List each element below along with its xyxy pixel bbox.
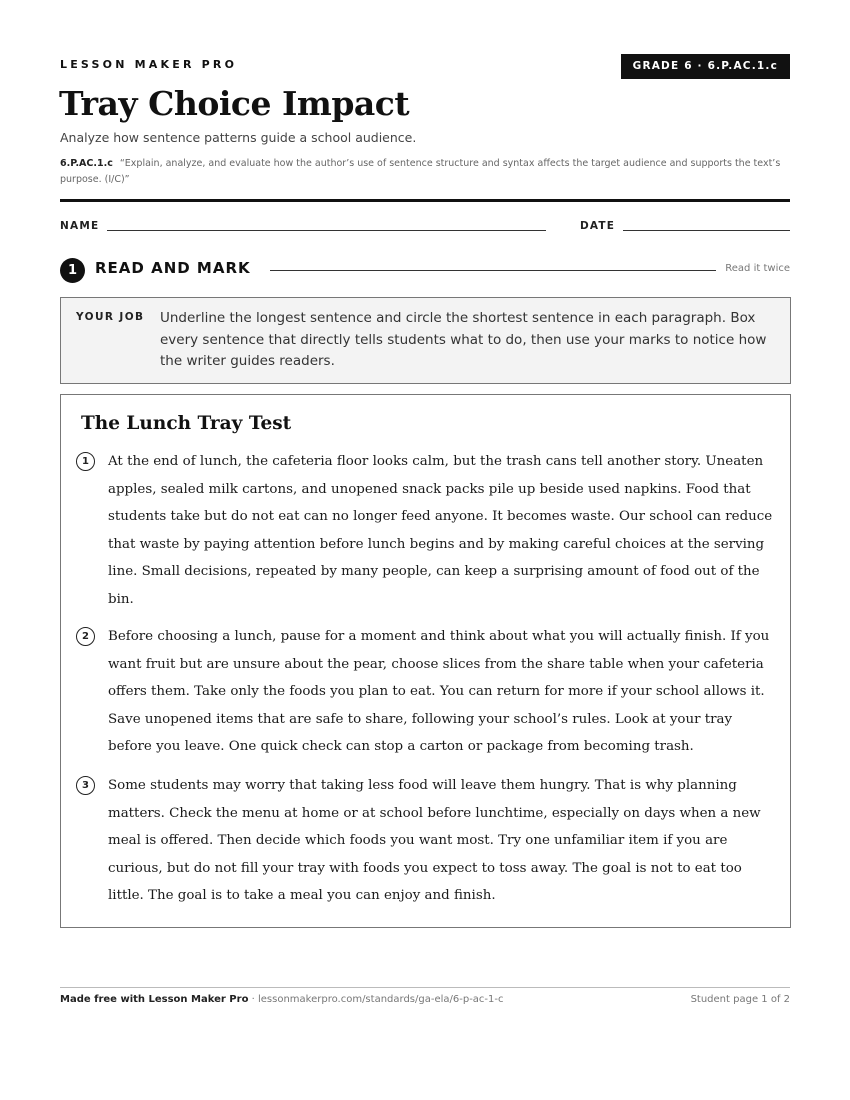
- passage-title: The Lunch Tray Test: [81, 413, 292, 434]
- reading-passage: [60, 394, 791, 928]
- instructions-text: Underline the longest sentence and circle the shortest sentence in each paragraph. Box every sentence that directly tells students what to do, then use your marks to notice how the writer guides readers.: [160, 310, 767, 369]
- brand-name: LESSON MAKER PRO: [60, 58, 238, 71]
- page-title: Tray Choice Impact: [59, 84, 410, 123]
- footer-url[interactable]: · lessonmakerpro.com/standards/ga-ela/6-p-ac-1-c: [248, 994, 504, 1005]
- instructions-box: [60, 297, 791, 384]
- footer-page-number: Student page 1 of 2: [690, 994, 790, 1005]
- name-label: NAME: [60, 220, 100, 232]
- date-field[interactable]: [623, 230, 790, 231]
- paragraph-1: At the end of lunch, the cafeteria floor looks calm, but the trash cans tell another story. Uneaten apples, sealed milk cartons, and unopened snack packs pile up beside used napkins. Food that students take but do not eat can no longer feed anyone. It becomes waste. Our school can reduce that waste by paying attention before lunch begins and by making careful choices at the serving line. Small decisions, repeated by many people, can keep a surprising amount of food out of the bin.: [108, 454, 773, 607]
- paragraph-2: Before choosing a lunch, pause for a moment and think about what you will actually finish. If you want fruit but are unsure about the pear, choose slices from the share table when your cafeteria offers them. Take only the foods you plan to eat. You can return for more if your school allows it. Save unopened items that are safe to share, following your school’s rules. Look at your tray before you leave. One quick check can stop a carton or package from becoming trash.: [108, 629, 770, 755]
- footer-credit: [60, 994, 504, 1005]
- instructions-label: YOUR JOB: [76, 311, 145, 323]
- paragraph-number-3: 3: [76, 776, 95, 795]
- paragraph-3: Some students may worry that taking less food will leave them hungry. That is why planning matters. Check the menu at home or at school before lunchtime, especially on days when a new meal is offered. Then decide which foods you want most. Try one unfamiliar item if you are curious, but do not fill your tray with foods you expect to toss away. The goal is not to eat too little. The goal is to take a meal you can enjoy and finish.: [108, 778, 761, 904]
- date-label: DATE: [580, 220, 616, 232]
- footer-divider: [60, 987, 790, 988]
- section-title: READ AND MARK: [95, 259, 251, 277]
- page-subtitle: Analyze how sentence patterns guide a school audience.: [60, 130, 417, 145]
- standard-text: “Explain, analyze, and evaluate how the author’s use of sentence structure and syntax affects the target audience and supports the text’s purpose. (I/C)”: [60, 158, 781, 185]
- section-note: Read it twice: [725, 263, 790, 274]
- grade-badge: GRADE 6 · 6.P.AC.1.c: [621, 54, 790, 79]
- paragraph-number-2: 2: [76, 627, 95, 646]
- name-field[interactable]: [107, 230, 546, 231]
- paragraph-number-1: 1: [76, 452, 95, 471]
- standard-description: [60, 156, 790, 188]
- header-divider: [60, 199, 790, 202]
- section-divider: [270, 270, 716, 271]
- standard-code: 6.P.AC.1.c: [60, 158, 113, 169]
- section-number-badge: 1: [60, 258, 85, 283]
- footer-made-with: Made free with Lesson Maker Pro: [60, 994, 249, 1005]
